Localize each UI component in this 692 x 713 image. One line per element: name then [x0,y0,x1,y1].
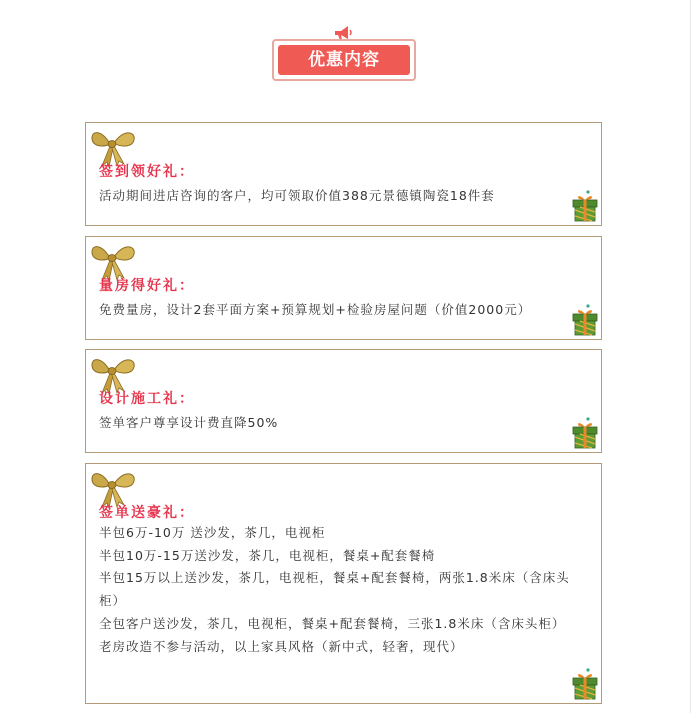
section-title: 优惠内容 [278,45,410,75]
promo-card-design [85,349,602,453]
gift-box-icon [572,417,598,449]
section-title-badge [272,39,416,80]
card-body [99,522,589,658]
card-body-line: 活动期间进店咨询的客户，均可领取价值388元景德镇陶瓷18件套 [99,188,495,203]
gift-box-icon [572,190,598,222]
card-body-line: 全包客户送沙发，茶几，电视柜，餐桌+配套餐椅，三张1.8米床（含床头柜） [99,615,566,631]
card-body-line: 免费量房，设计2套平面方案+预算规划+检验房屋问题（价值2000元） [99,302,532,317]
card-body [99,185,589,207]
promo-card-checkin [85,122,602,226]
page-right-divider [690,0,691,713]
card-title: 量房得好礼： [99,278,195,294]
card-body [99,412,589,434]
promo-card-signing [85,463,602,704]
card-title: 设计施工礼： [99,391,195,407]
promo-card-measure [85,236,602,340]
gift-box-icon [572,668,598,700]
section-title-frame [272,39,416,81]
card-body-line: 半包10万-15万送沙发，茶几，电视柜，餐桌+配套餐椅 [99,547,436,563]
card-body-line: 签单客户尊享设计费直降50% [99,415,279,430]
card-body-line: 半包6万-10万 送沙发，茶几，电视柜 [99,525,326,540]
card-body [99,299,589,321]
card-body-line: 半包15万以上送沙发，茶几，电视柜，餐桌+配套餐椅，两张1.8米床（含床头柜） [99,570,570,609]
card-title: 签单送豪礼： [99,505,195,521]
gift-box-icon [572,304,598,336]
card-body-line: 老房改造不参与活动，以上家具风格（新中式，轻奢，现代） [99,638,464,654]
card-title: 签到领好礼： [99,164,195,180]
